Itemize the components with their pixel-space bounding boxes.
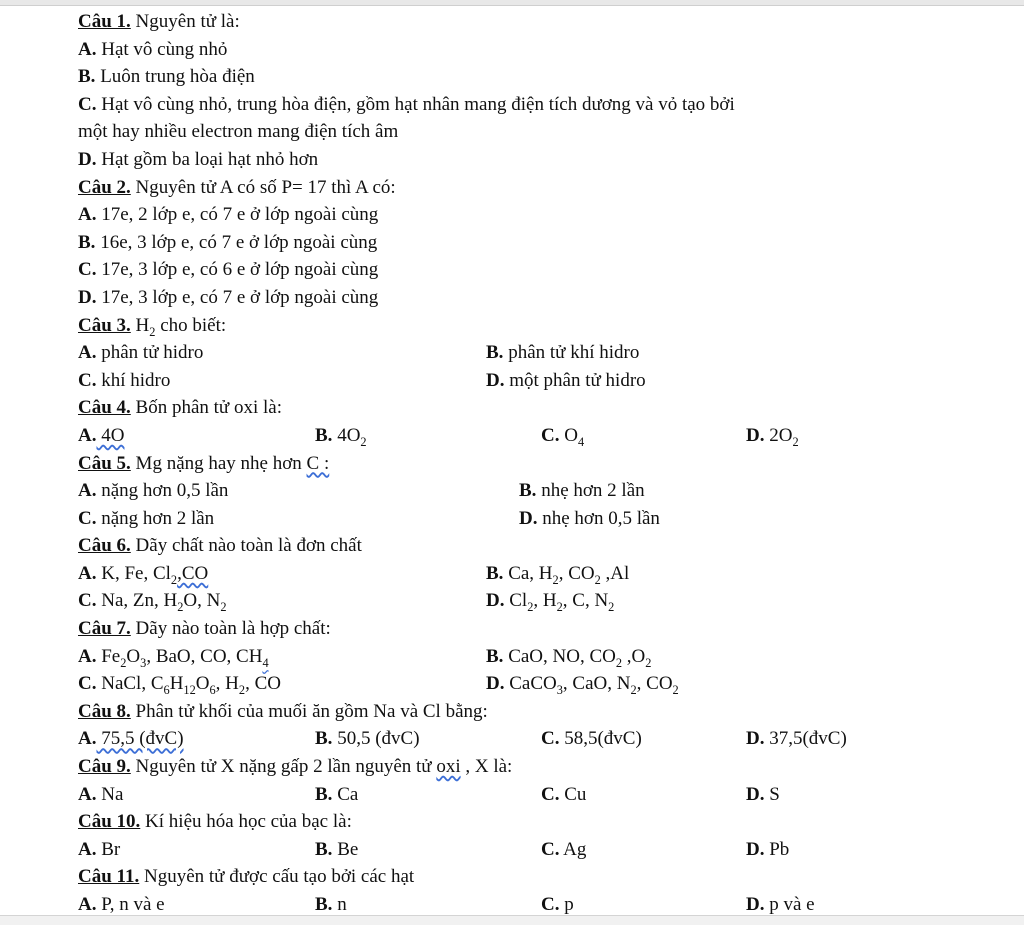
q3-option-c: C. khí hidro xyxy=(78,369,171,391)
q8-row xyxy=(78,725,1008,753)
q6-option-c: C. Na, Zn, $H_2O$, $N_2$ xyxy=(78,590,227,615)
q9-row xyxy=(78,781,1008,809)
q3-row-2 xyxy=(78,367,1008,395)
q5-row-1 xyxy=(78,477,1008,505)
q8-option-c: C. 58,5(đvC) xyxy=(541,728,642,750)
q4-option-c: C. $O_4$ xyxy=(541,424,585,449)
question-2-heading: Câu 2. Nguyên tử A có số P= 17 thì A có: xyxy=(78,176,396,198)
q7-option-c: C. NaCl, $C_6H_{12}O_6$, $H_2$, CO xyxy=(78,673,281,698)
q10-row xyxy=(78,836,1008,864)
q4-option-d: D. $2O_2$ xyxy=(746,424,799,449)
q8-option-a: A. 75,5 (đvC) xyxy=(78,728,184,750)
q3-option-d: D. một phân tử hidro xyxy=(486,369,646,391)
q6-row-1 xyxy=(78,560,1008,588)
q7-option-b: B. CaO, NO, $CO_2$ $,O_2$ xyxy=(486,645,652,670)
question-4-heading: Câu 4. Bốn phân tử oxi là: xyxy=(78,397,282,419)
q9-option-a: A. Na xyxy=(78,783,124,805)
question-10-heading: Câu 10. Kí hiệu hóa học của bạc là: xyxy=(78,811,352,833)
q4-row xyxy=(78,422,1008,450)
q1-option-b: B. Luôn trung hòa điện xyxy=(78,66,255,88)
q7-row-2 xyxy=(78,670,1008,698)
q11-option-c: C. p xyxy=(541,894,574,915)
q5-row-2 xyxy=(78,505,1008,533)
q3-row-1 xyxy=(78,339,1008,367)
q2-option-d: D. 17e, 3 lớp e, có 7 e ở lớp ngoài cùng xyxy=(78,286,379,308)
q4-option-b: B. $4O_2$ xyxy=(315,424,367,449)
q6-option-a: A. K, Fe, $Cl_2,CO$ xyxy=(78,562,209,587)
question-3-heading: Câu 3. $H_2$ cho biết: xyxy=(78,314,227,339)
q6-option-b: B. Ca, $H_2$, $CO_2$ ,Al xyxy=(486,562,630,587)
q10-option-d: D. Pb xyxy=(746,838,790,860)
q2-option-b: B. 16e, 3 lớp e, có 7 e ở lớp ngoài cùng xyxy=(78,231,378,253)
q1-option-c-cont: một hay nhiều electron mang điện tích âm xyxy=(78,121,399,143)
q11-option-d: D. p và e xyxy=(746,894,815,915)
q10-option-c: C. Ag xyxy=(541,838,587,860)
q9-option-c: C. Cu xyxy=(541,783,587,805)
q6-option-d: D. $Cl_2$, $H_2$, C, $N_2$ xyxy=(486,590,615,615)
q3-option-b: B. phân tử khí hidro xyxy=(486,342,640,364)
q5-option-c: C. nặng hơn 2 lần xyxy=(78,507,215,529)
q9-option-d: D. S xyxy=(746,783,780,805)
q8-option-d: D. 37,5(đvC) xyxy=(746,728,847,750)
q2-option-c: C. 17e, 3 lớp e, có 6 e ở lớp ngoài cùng xyxy=(78,259,379,281)
question-5-heading: Câu 5. Mg nặng hay nhẹ hơn C : xyxy=(78,452,330,474)
q4-option-a: A. 4O xyxy=(78,424,125,446)
q5-option-d: D. nhẹ hơn 0,5 lần xyxy=(519,507,660,529)
window-top-bar xyxy=(0,0,1024,6)
q7-option-d: D. CaCO$_3$, CaO, $N_2$, $CO_2$ xyxy=(486,673,679,698)
document-page xyxy=(78,8,1008,919)
question-6-heading: Câu 6. Dãy chất nào toàn là đơn chất xyxy=(78,535,362,557)
question-1-heading: Câu 1. Nguyên tử là: xyxy=(78,11,240,32)
q3-option-a: A. phân tử hidro xyxy=(78,342,204,364)
q5-option-a: A. nặng hơn 0,5 lần xyxy=(78,480,229,502)
q8-option-b: B. 50,5 (đvC) xyxy=(315,728,420,750)
q9-option-b: B. Ca xyxy=(315,783,359,805)
question-11-heading: Câu 11. Nguyên tử được cấu tạo bởi các hạt xyxy=(78,866,415,888)
question-9-heading: Câu 9. Nguyên tử X nặng gấp 2 lần nguyên tử oxi , X là: xyxy=(78,756,513,778)
q1-option-c: C. Hạt vô cùng nhỏ, trung hòa điện, gồm hạt nhân mang điện tích dương và vỏ tạo bởi xyxy=(78,93,735,115)
q10-option-b: B. Be xyxy=(315,838,359,860)
q11-option-a: A. P, n và e xyxy=(78,894,165,915)
q1-option-d: D. Hạt gồm ba loại hạt nhỏ hơn xyxy=(78,148,319,170)
q6-row-2 xyxy=(78,587,1008,615)
q10-option-a: A. Br xyxy=(78,838,121,860)
q7-option-a: A. $Fe_2O_3$, BaO, CO, $CH_4$ xyxy=(78,645,269,670)
q11-option-b: B. n xyxy=(315,894,347,915)
q5-option-b: B. nhẹ hơn 2 lần xyxy=(519,480,645,502)
question-7-heading: Câu 7. Dãy nào toàn là hợp chất: xyxy=(78,618,331,640)
q7-row-1 xyxy=(78,643,1008,671)
question-8-heading: Câu 8. Phân tử khối của muối ăn gồm Na và Cl bằng: xyxy=(78,700,488,722)
q2-option-a: A. 17e, 2 lớp e, có 7 e ở lớp ngoài cùng xyxy=(78,204,379,226)
q1-option-a: A. Hạt vô cùng nhỏ xyxy=(78,38,228,60)
